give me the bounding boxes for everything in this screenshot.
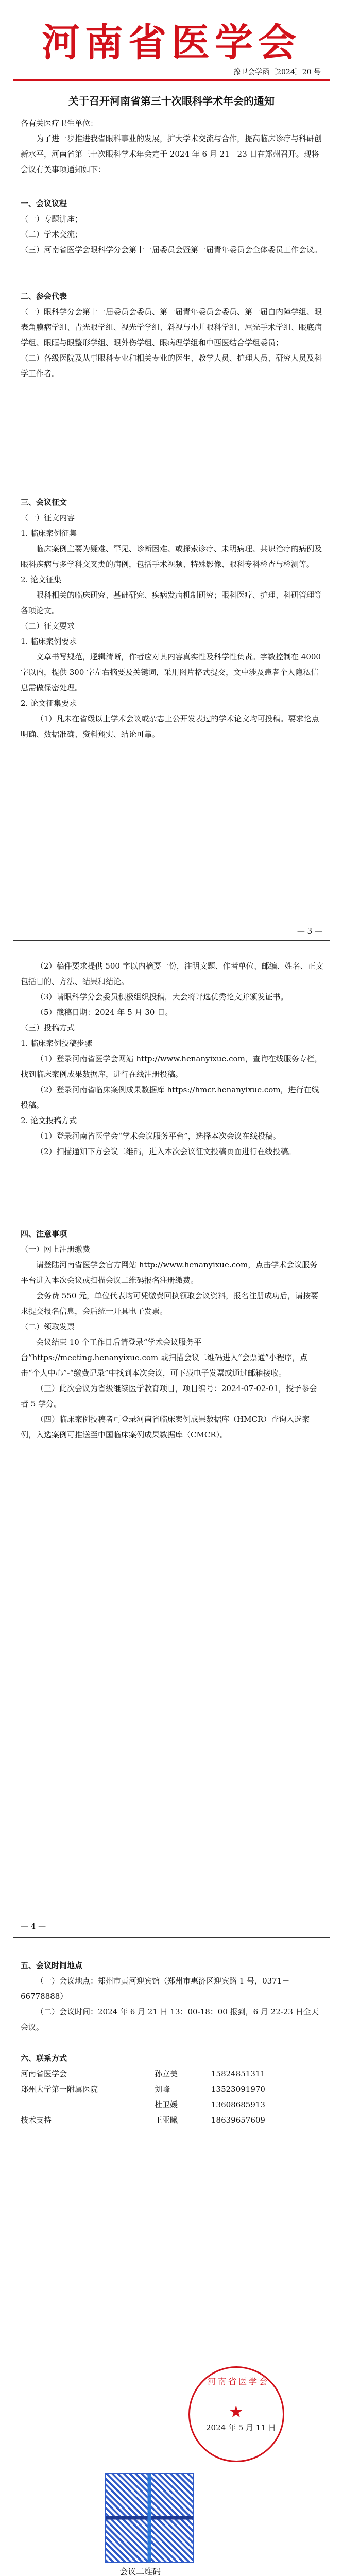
section-time-location — [21, 1958, 324, 2035]
contact-name: 杜卫媛 — [155, 2100, 178, 2109]
section-heading: 二、参会代表 — [21, 292, 67, 301]
paragraph: （三）此次会议为省级继续医学教育项目，项目编号：2024-07-02-01，授予参会者 5 学分。 — [21, 1384, 317, 1409]
participant-item: （一）眼科学分会第十一届委员会委员、第一届青年委员会委员、第一届白内障学组、眼表角膜病学组、青光眼学组、视光学学组、斜视与小儿眼科学组、屈光手术学组、眼底病学组、眼眶与眼整形学组、眼外伤学组、眼病理学组和中西医结合学组委员； — [21, 307, 322, 347]
subsection-heading: （二）领取发票 — [21, 1322, 75, 1331]
page-divider — [13, 1937, 330, 1938]
qr-caption: 会议二维码 — [119, 2567, 161, 2576]
section-heading: 一、会议议程 — [21, 199, 67, 208]
agenda-item: （一）专题讲座； — [21, 214, 83, 224]
subsection-heading: （一）征文内容 — [21, 513, 75, 522]
section-contacts — [21, 2050, 324, 2128]
contact-org: 郑州大学第一附属医院 — [21, 2084, 98, 2094]
seal-star-icon: ★ — [229, 2402, 244, 2421]
paragraph: （2）扫描通知下方会议二维码，进入本次会议征文投稿页面进行在线投稿。 — [36, 1147, 296, 1156]
section-call-for-papers — [21, 495, 324, 742]
subsection-item: 1. 临床案例要求 — [21, 637, 77, 646]
section-heading: 四、注意事项 — [21, 1229, 67, 1239]
subsection-item: 2. 论文投稿方式 — [21, 1116, 77, 1125]
subsection-item: 2. 论文征集要求 — [21, 699, 77, 708]
agenda-item: （三）河南省医学会眼科学分会第十一届委员会暨第一届青年委员会全体委员工作会议。 — [21, 245, 322, 255]
section-agenda — [21, 196, 324, 258]
official-seal — [188, 2366, 284, 2462]
contact-row — [21, 2112, 324, 2128]
contact-row — [21, 2081, 324, 2097]
seal-text: 河南省医学会 — [208, 2377, 270, 2386]
contact-org: 技术支持 — [21, 2115, 52, 2125]
paragraph: （1）凡未在省级以上学术会议或杂志上公开发表过的学术论文均可投稿。要求论点明确、数据准确、资料翔实、结论可靠。 — [21, 714, 319, 739]
section-call-for-papers-continued — [21, 958, 324, 1159]
section-heading: 五、会议时间地点 — [21, 1961, 83, 1970]
intro-section — [21, 115, 324, 177]
agenda-item: （二）学术交流； — [21, 230, 83, 239]
paragraph: （二）会议时间：2024 年 6 月 21 日 13：00-18：00 报到，6 月 22-23 日全天会议。 — [21, 2007, 319, 2032]
paragraph: （2）稿件要求提供 500 字以内摘要一份，注明文题、作者单位、邮编、姓名、正文包括目的、方法、结果和结论。 — [21, 961, 323, 986]
paragraph: （1）登录河南省医学会“学术会议服务平台”，选择本次会议在线投稿。 — [36, 1131, 281, 1141]
paragraph: 文章书写规范，逻辑清晰，作者应对其内容真实性及科学性负责。字数控制在 4000 字以内，提供 300 字左右摘要及关键词，采用图片格式提交，文中涉及患者个人隐私信息需做保密处理。 — [21, 652, 321, 692]
salutation: 各有关医疗卫生单位： — [21, 118, 98, 128]
paragraph: 会议结束 10 个工作日后请登录“学术会议服务平台”https://meeting.henanyixue.com 或扫描会议二维码进入“会票通”小程序，点击“个人中心”-“缴费记录”中找到本次会议，可下载电子发票或通过邮箱接收。 — [21, 1337, 308, 1378]
subsection-item: 2. 论文征集 — [21, 575, 62, 584]
paragraph: （3）请眼科学分会委员积极组织投稿，大会将评选优秀论文并颁发证书。 — [36, 992, 288, 1002]
section-heading: 六、联系方式 — [21, 2054, 67, 2063]
contact-phone: 13608685913 — [211, 2100, 265, 2109]
contact-phone: 15824851311 — [211, 2069, 265, 2078]
contact-name: 刘峰 — [155, 2084, 170, 2094]
deadline: （5）截稿日期：2024 年 5 月 30 日。 — [36, 1008, 173, 1017]
page-divider — [13, 940, 330, 941]
paragraph: （一）会议地点：郑州市黄河迎宾馆（郑州市惠济区迎宾路 1 号，0371－66778888） — [21, 1976, 290, 2001]
subsection-item: 1. 临床案例投稿步骤 — [21, 1039, 93, 1048]
contact-name: 孙立美 — [155, 2069, 178, 2078]
section-participants — [21, 289, 324, 381]
paragraph: 眼科相关的临床研究、基础研究、疾病发病机制研究；眼科医疗、护理、科研管理等各项论文。 — [21, 590, 322, 615]
paragraph: （1）登录河南省医学会网站 http://www.henanyixue.com，查询在线服务专栏，找到临床案例成果数据库，进行在线注册投稿。 — [21, 1054, 322, 1079]
paragraph: （四）临床案例投稿者可登录河南省临床案例成果数据库（HMCR）查询入选案例，入选案例可推送至中国临床案例成果数据库（CMCR）。 — [21, 1415, 310, 1439]
paragraph: 临床案例主要为疑难、罕见、诊断困难、或探索诊疗、未明病理、共识治疗的病例及眼科疾病与多学科交叉类的病例，包括手术视频、特殊影像、眼科专科检查与检测等。 — [21, 544, 322, 569]
document-number: 豫卫会学函〔2024〕20 号 — [233, 68, 321, 76]
paragraph: 会务费 550 元，单位代表均可凭缴费回执领取会议资料，报名注册成功后，请按要求提交报名信息，会后统一开具电子发票。 — [21, 1291, 319, 1316]
paragraph: 请登陆河南省医学会官方网站 http://www.henanyixue.com，点击学术会议服务平台进入本次会议或扫描会议二维码报名注册缴费。 — [21, 1260, 318, 1285]
red-header-rule — [13, 79, 330, 81]
conference-qr-code[interactable] — [105, 2473, 194, 2563]
paragraph: （2）登录河南省临床案例成果数据库 https://hmcr.henanyixue.com，进行在线投稿。 — [21, 1085, 319, 1110]
subsection-heading: （一）网上注册缴费 — [21, 1245, 91, 1254]
subsection-heading: （三）投稿方式 — [21, 1023, 75, 1032]
subsection-item: 1. 临床案例征集 — [21, 529, 77, 538]
red-header-title: 河南省医学会 — [42, 21, 301, 65]
contact-phone: 18639657609 — [211, 2115, 265, 2125]
intro-paragraph: 为了进一步推进我省眼科事业的发展，扩大学术交流与合作，提高临床诊疗与科研创新水平，河南省第三十次眼科学术年会定于 2024 年 6 月 21－23 日在郑州召开。现将会议有关事项通知如下： — [21, 134, 322, 174]
document-title: 关于召开河南省第三十次眼科学术年会的通知 — [68, 95, 275, 107]
page-number: — 3 — — [297, 926, 322, 936]
contact-phone: 13523091970 — [211, 2084, 265, 2094]
participant-item: （二）各级医院及从事眼科专业和相关专业的医生、教学人员、护理人员、研究人员及科学工作者。 — [21, 353, 322, 378]
subsection-heading: （二）征文要求 — [21, 621, 75, 631]
contact-org: 河南省医学会 — [21, 2069, 67, 2078]
section-heading: 三、会议征文 — [21, 498, 67, 507]
contact-name: 王亚曦 — [155, 2115, 178, 2125]
section-notes — [21, 1226, 324, 1443]
sign-date: 2024 年 5 月 11 日 — [206, 2423, 276, 2432]
contact-row — [21, 2066, 324, 2081]
contact-row — [21, 2097, 324, 2112]
page-number: — 4 — — [21, 1922, 46, 1931]
